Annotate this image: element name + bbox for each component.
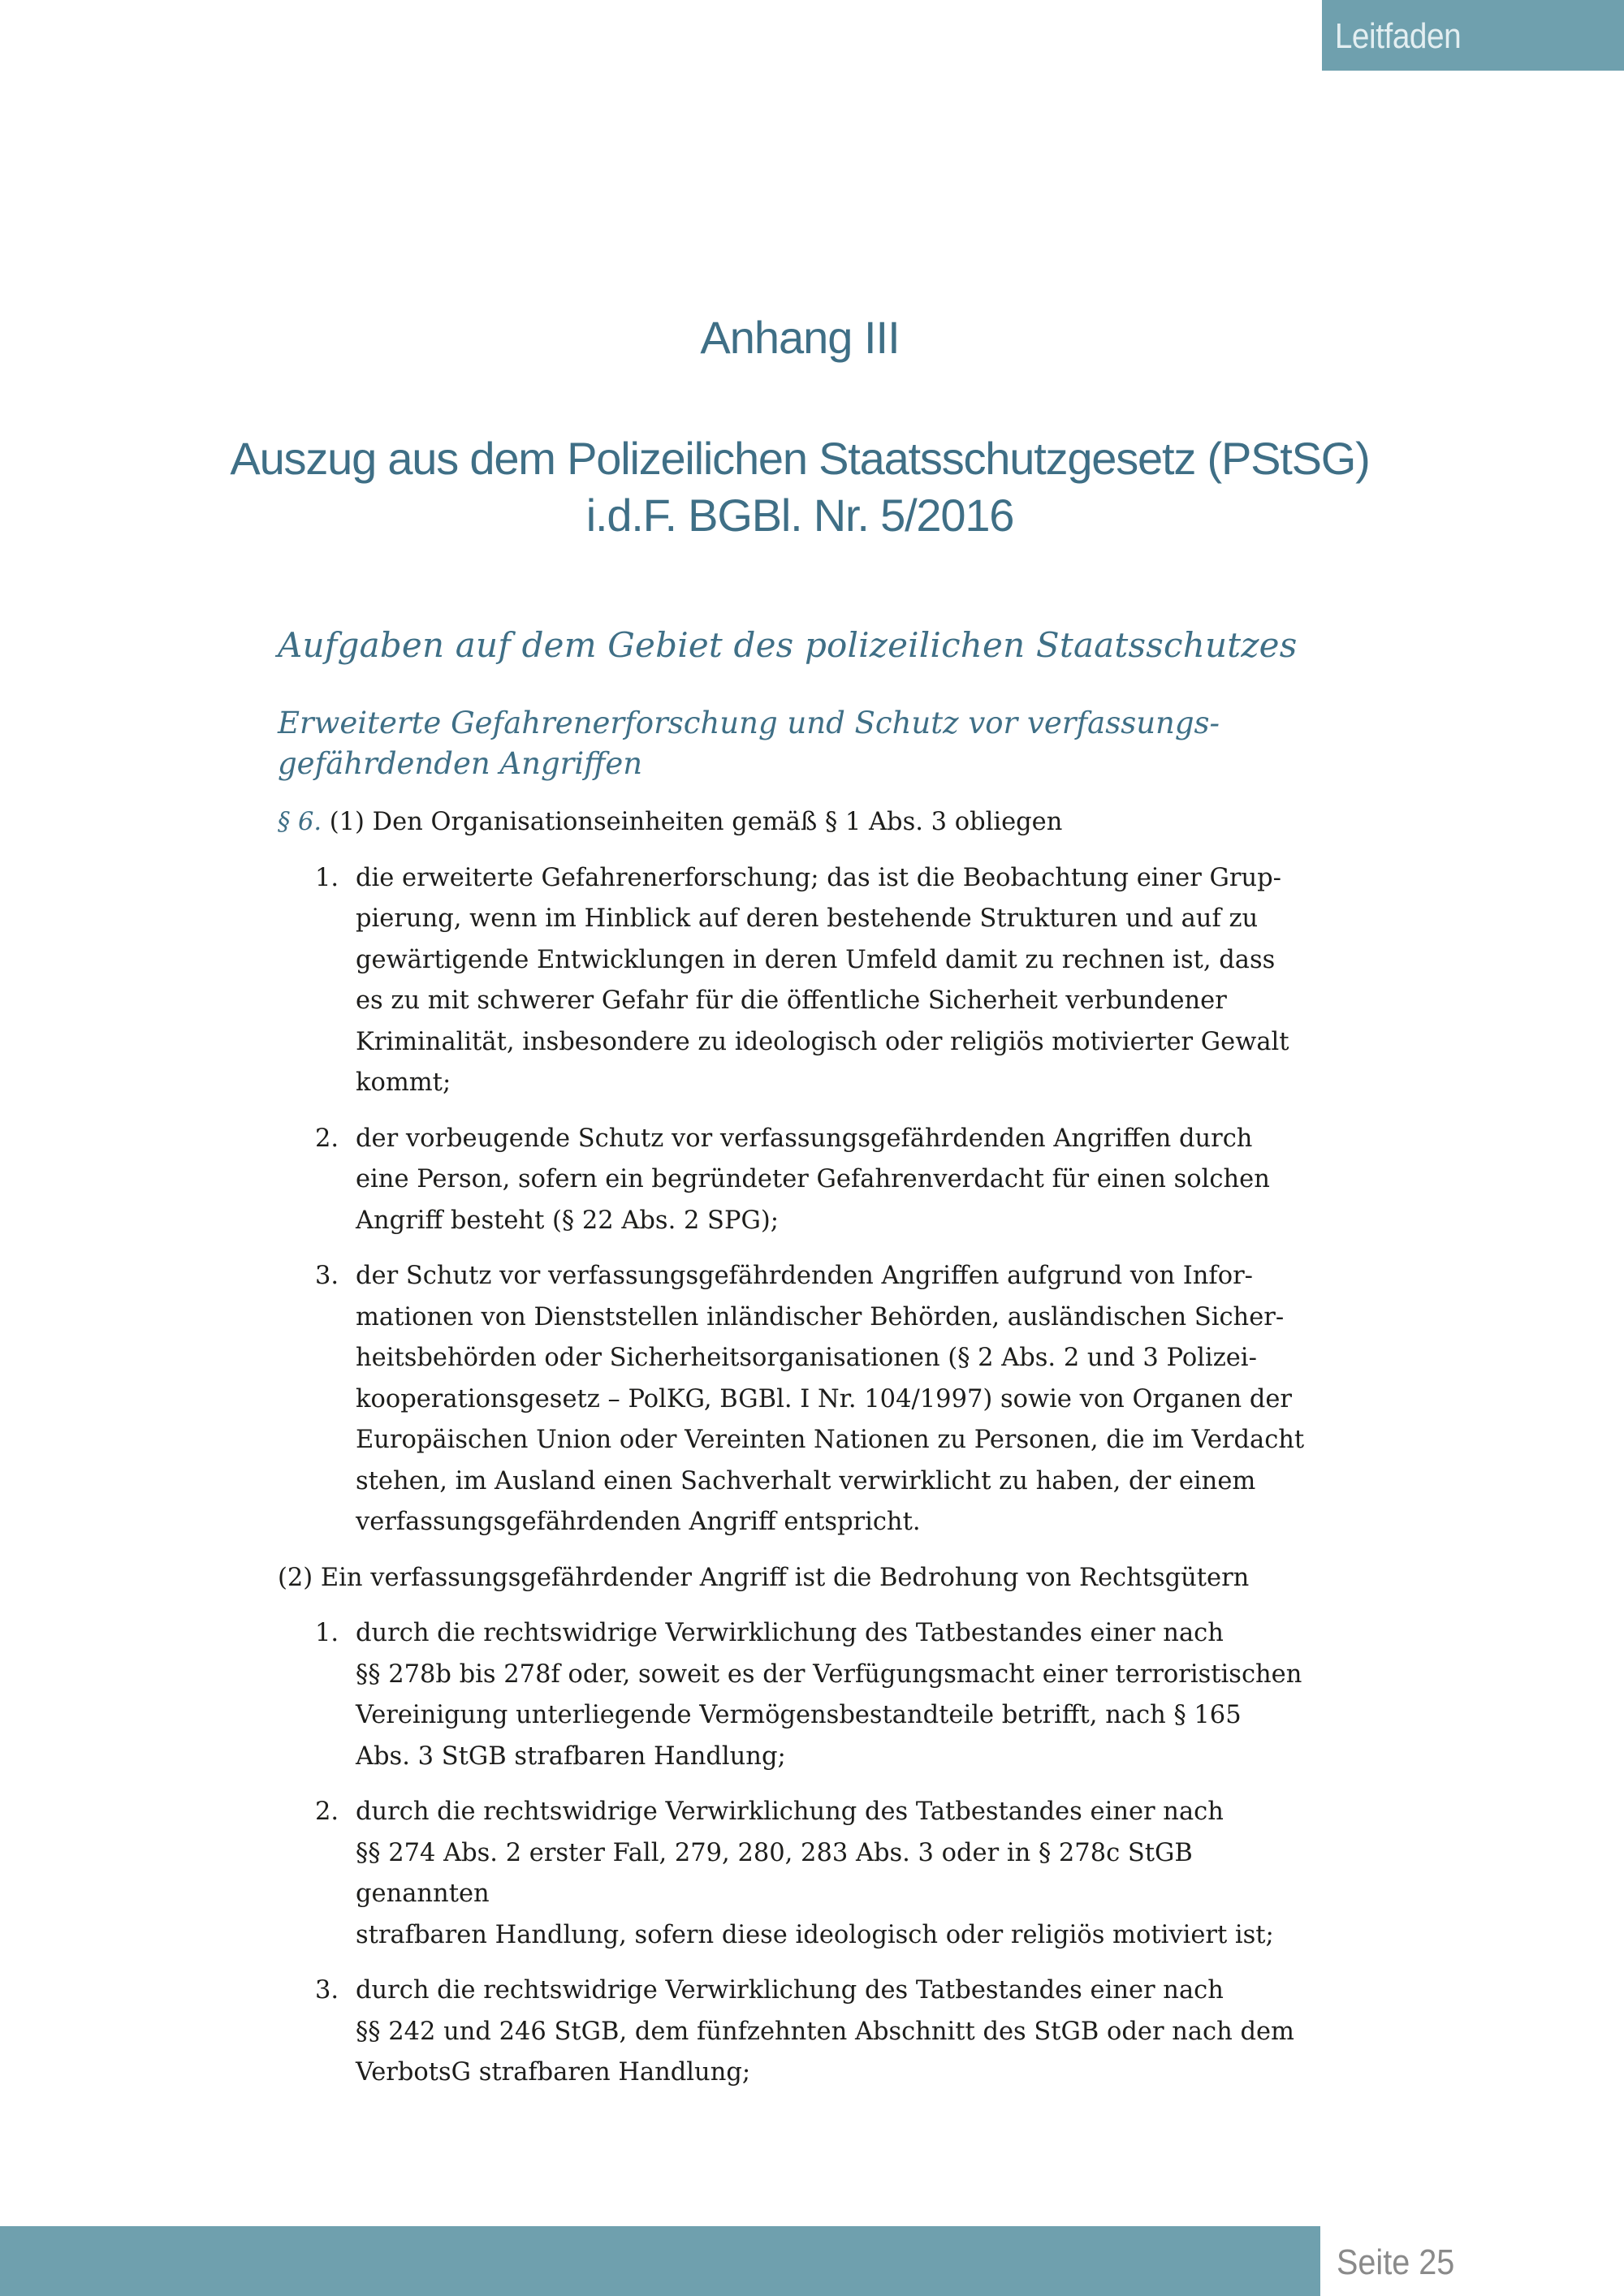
list-item-line: pierung, wenn im Hinblick auf deren bestehende Strukturen und auf zu	[356, 904, 1259, 933]
document-title-line: i.d.F. BGBl. Nr. 5/2016	[585, 490, 1014, 541]
list-item-line: die erweiterte Gefahrenerforschung; das ist die Beobachtung einer Grup-	[356, 863, 1281, 892]
list-item-line: Kriminalität, insbesondere zu ideologisch oder religiös motivierter Gewalt	[356, 1027, 1289, 1056]
numbered-list	[278, 858, 1333, 1543]
list-item-line: §§ 274 Abs. 2 erster Fall, 279, 280, 283 Abs. 3 oder in § 278c StGB genannten	[356, 1838, 1193, 1908]
list-item-line: strafbaren Handlung, sofern diese ideologisch oder religiös motiviert ist;	[356, 1920, 1274, 1949]
page-number-label: Seite 25	[1337, 2242, 1455, 2282]
list-item-line: eine Person, sofern ein begründeter Gefahrenverdacht für einen solchen	[356, 1165, 1270, 1193]
list-item-number: 1.	[315, 1619, 339, 1647]
list-item-line: §§ 242 und 246 StGB, dem fünfzehnten Abschnitt des StGB oder nach dem	[356, 2017, 1294, 2046]
list-item	[278, 1792, 1333, 1956]
list-item-line: mationen von Dienststellen inländischer Behörden, ausländischen Sicher-	[356, 1302, 1285, 1331]
list-item	[278, 1613, 1333, 1777]
list-item-line: VerbotsG strafbaren Handlung;	[356, 2058, 751, 2087]
section-tab-label: Leitfaden	[1334, 16, 1462, 56]
page-number	[1337, 2242, 1467, 2283]
list-item-line: durch die rechtswidrige Verwirklichung des Tatbestandes einer nach	[356, 1619, 1224, 1647]
list-item-line: der Schutz vor verfassungsgefährdenden Angriffen aufgrund von Infor-	[356, 1262, 1253, 1290]
list-item-number: 3.	[315, 1262, 339, 1290]
document-body	[278, 802, 1333, 2108]
numbered-list	[278, 1613, 1333, 2094]
list-item-line: kooperationsgesetz – PolKG, BGBl. I Nr. 104/1997) sowie von Organen der	[356, 1384, 1292, 1413]
list-item-line: stehen, im Ausland einen Sachverhalt verwirklicht zu haben, der einem	[356, 1466, 1256, 1495]
paragraph-intro	[278, 1558, 1333, 1599]
appendix-heading: Anhang III	[700, 312, 900, 363]
subsection-heading-line: Erweiterte Gefahrenerforschung und Schutz vor verfassungs-	[278, 706, 1220, 740]
section-tab	[1322, 0, 1624, 71]
list-item-line: Europäischen Union oder Vereinten Nationen zu Personen, die im Verdacht	[356, 1426, 1305, 1454]
paragraph-intro-text: (2) Ein verfassungsgefährdender Angriff ist die Bedrohung von Rechtsgütern	[278, 1563, 1250, 1592]
list-item-line: gewärtigende Entwicklungen in deren Umfeld damit zu rechnen ist, dass	[356, 945, 1276, 974]
list-item-number: 2.	[315, 1124, 339, 1153]
list-item-line: der vorbeugende Schutz vor verfassungsgefährdenden Angriffen durch	[356, 1124, 1253, 1153]
list-item-line: Vereinigung unterliegende Vermögensbestandteile betrifft, nach § 165	[356, 1701, 1242, 1729]
list-item	[278, 1256, 1333, 1543]
footer-bar	[0, 2226, 1320, 2296]
document-title-line: Auszug aus dem Polizeilichen Staatsschutzgesetz (PStSG)	[230, 433, 1370, 484]
list-item-line: durch die rechtswidrige Verwirklichung des Tatbestandes einer nach	[356, 1976, 1224, 2005]
list-item	[278, 1970, 1333, 2094]
list-item-line: Abs. 3 StGB strafbaren Handlung;	[356, 1741, 786, 1771]
list-item-line: verfassungsgefährdenden Angriff entspricht.	[356, 1508, 921, 1536]
list-item-line: es zu mit schwerer Gefahr für die öffentliche Sicherheit verbundener	[356, 986, 1227, 1015]
list-item-number: 3.	[315, 1976, 339, 2005]
paragraph-intro-text: (1) Den Organisationseinheiten gemäß § 1 Abs. 3 obliegen	[329, 808, 1063, 836]
list-item-number: 2.	[315, 1798, 339, 1826]
subsection-heading	[278, 703, 1333, 784]
paragraph-symbol: § 6.	[278, 808, 322, 836]
list-item-number: 1.	[315, 863, 339, 892]
document-title	[0, 430, 1600, 544]
list-item-line: heitsbehörden oder Sicherheitsorganisationen (§ 2 Abs. 2 und 3 Polizei-	[356, 1344, 1257, 1372]
subsection-heading-line: gefährdenden Angriffen	[278, 746, 643, 781]
list-item-line: kommt;	[356, 1068, 451, 1097]
list-item	[278, 1119, 1333, 1242]
paragraph-intro	[278, 802, 1333, 844]
section-heading: Aufgaben auf dem Gebiet des polizeilichen Staatsschutzes	[278, 625, 1298, 665]
list-item	[278, 858, 1333, 1104]
list-item-line: durch die rechtswidrige Verwirklichung des Tatbestandes einer nach	[356, 1798, 1224, 1826]
list-item-line: §§ 278b bis 278f oder, soweit es der Verfügungsmacht einer terroristischen	[356, 1659, 1302, 1689]
list-item-line: Angriff besteht (§ 22 Abs. 2 SPG);	[356, 1206, 780, 1235]
